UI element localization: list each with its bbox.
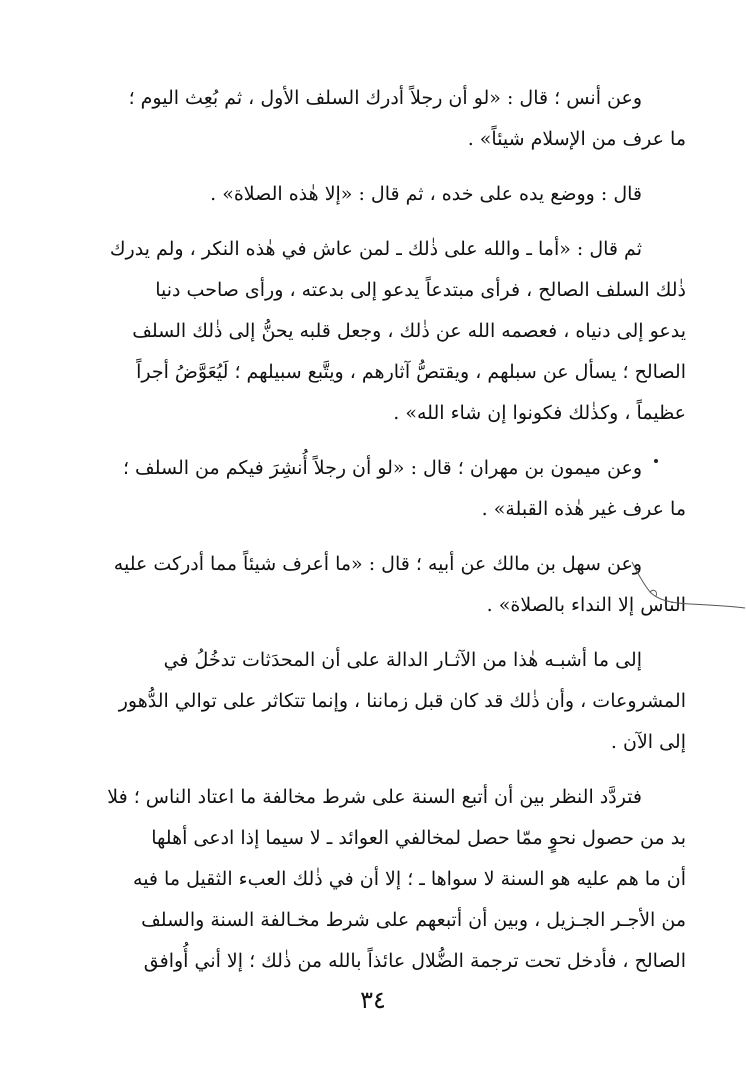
text-line: ذٰلك السلف الصالح ، فرأى مبتدعاً يدعو إلى بدعته ، ورأى صاحب دنيا bbox=[155, 279, 686, 301]
text-line: المشروعات ، وأن ذٰلك قد كان قبل زماننا ، وإنما تتكاثر على توالي الدُّهور bbox=[118, 690, 686, 712]
text-line: الناس إلا النداء بالصلاة» . bbox=[486, 594, 686, 616]
pen-stroke-mark bbox=[630, 548, 746, 618]
paragraph-then-said bbox=[60, 229, 686, 434]
text-line: وعن ميمون بن مهران ؛ قال : «لو أن رجلاً أُنشِرَ فيكم من السلف ؛ bbox=[122, 457, 642, 479]
page-number: ٣٤ bbox=[360, 986, 386, 1014]
paragraph-anas-continued bbox=[60, 174, 686, 215]
text-line: عظيماً ، وكذٰلك فكونوا إن شاء الله» . bbox=[393, 402, 686, 424]
text-line: الصالح ، فأدخل تحت ترجمة الضُّلال عائذاً بالله من ذٰلك ؛ إلا أني أُوافق bbox=[143, 950, 686, 972]
text-line: يدعو إلى دنياه ، فعصمه الله عن ذٰلك ، وجعل قلبه يحنُّ إلى ذٰلك السلف bbox=[132, 320, 686, 342]
text-line: ما عرف غير هٰذه القبلة» . bbox=[481, 498, 686, 520]
paragraph-innovations bbox=[60, 640, 686, 763]
paragraph-anas bbox=[60, 78, 686, 160]
text-line: بد من حصول نحوٍ ممّا حصل لمخالفي العوائد ـ لا سيما إذا ادعى أهلها bbox=[151, 827, 686, 849]
text-line: ما عرف من الإسلام شيئاً» . bbox=[467, 128, 686, 150]
text-line: الصالح ؛ يسأل عن سبلهم ، ويقتصُّ آثارهم ، ويتَّبع سبيلهم ؛ لَيُعَوَّضُ أجراً bbox=[136, 361, 686, 383]
text-line: إلى الآن . bbox=[610, 731, 686, 753]
text-line: وعن سهل بن مالك عن أبيه ؛ قال : «ما أعرف شيئاً مما أدركت عليه bbox=[113, 553, 642, 575]
text-line: من الأجـر الجـزيل ، وبين أن أتبعهم على شرط مخـالفة السنة والسلف bbox=[141, 909, 686, 931]
text-line: أن ما هم عليه هو السنة لا سواها ـ ؛ إلا أن في ذٰلك العبء الثقيل ما فيه bbox=[133, 868, 686, 890]
text-line: ثم قال : «أما ـ والله على ذٰلك ـ لمن عاش في هٰذه النكر ، ولم يدرك bbox=[109, 238, 642, 260]
text-line: وعن أنس ؛ قال : «لو أن رجلاً أدرك السلف الأول ، ثم بُعِث اليوم ؛ bbox=[128, 87, 642, 109]
paragraph-sahl bbox=[60, 544, 686, 626]
stray-ink-dot bbox=[654, 459, 658, 463]
text-line: إلى ما أشبـه هٰذا من الآثـار الدالة على أن المحدَثات تدخُلُ في bbox=[163, 649, 642, 671]
page-body bbox=[60, 78, 686, 1038]
text-line: فتردَّد النظر بين أن أتبع السنة على شرط مخالفة ما اعتاد الناس ؛ فلا bbox=[107, 786, 642, 808]
paragraph-hesitation bbox=[60, 777, 686, 982]
paragraph-maymun bbox=[60, 448, 686, 530]
text-line: قال : ووضع يده على خده ، ثم قال : «إلا هٰذه الصلاة» . bbox=[210, 183, 642, 205]
